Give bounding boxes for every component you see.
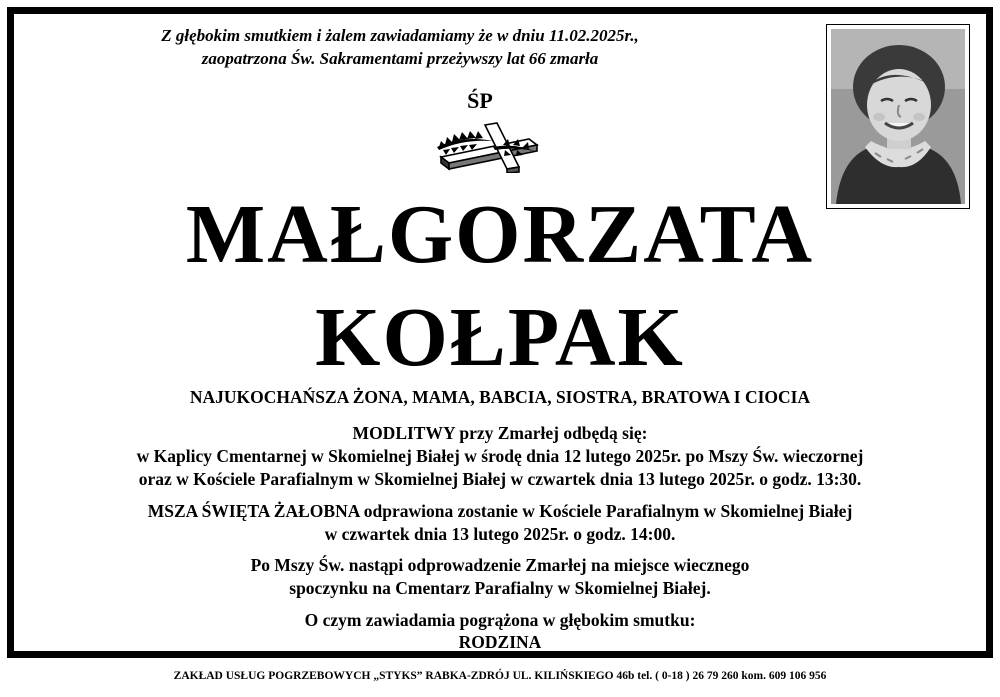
procession-line-1: Po Mszy Św. nastąpi odprowadzenie Zmarłej na miejsce wiecznego	[250, 555, 750, 575]
portrait-photo	[826, 24, 970, 209]
intro-line-1: Z głębokim smutkiem i żalem zawiadamiamy że w dniu 11.02.2025r.,	[161, 26, 639, 45]
first-name: MAŁGORZATA	[185, 188, 815, 281]
relations-line: NAJUKOCHAŃSZA ŻONA, MAMA, BABCIA, SIOSTRA, BRATOWA I CIOCIA	[189, 387, 811, 407]
portrait-image	[831, 29, 965, 204]
prayers-chapel-line: w Kaplicy Cmentarnej w Skomielnej Białej w środę dnia 12 lutego 2025r. po Mszy Św. wieczornej	[136, 446, 864, 466]
procession-line-2: spoczynku na Cmentarz Parafialny w Skomielnej Białej.	[289, 578, 711, 598]
mass-line-1: MSZA ŚWIĘTA ŻAŁOBNA odprawiona zostanie w Kościele Parafialnym w Skomielnej Białej	[147, 501, 853, 521]
family-signature: RODZINA	[458, 632, 542, 652]
sp-abbreviation: ŚP	[467, 88, 493, 113]
prayers-heading: MODLITWY przy Zmarłej odbędą się:	[352, 423, 648, 443]
prayers-church-line: oraz w Kościele Parafialnym w Skomielnej Białej w czwartek dnia 13 lutego 2025r. o godz. 13:30.	[138, 469, 862, 489]
last-name: KOŁPAK	[315, 291, 685, 384]
mass-line-2: w czwartek dnia 13 lutego 2025r. o godz. 14:00.	[324, 524, 676, 544]
funeral-home-footer: ZAKŁAD USŁUG POGRZEBOWYCH „STYKS” RABKA-ZDRÓJ UL. KILIŃSKIEGO 46b tel. ( 0-18 ) 26 79 260 kom. 609 106 956	[173, 670, 827, 682]
closing-line: O czym zawiadamia pogrążona w głębokim smutku:	[304, 610, 696, 630]
cross-with-palm-icon	[433, 117, 545, 173]
intro-line-2: zaopatrzona Św. Sakramentami przeżywszy lat 66 zmarła	[201, 49, 599, 68]
